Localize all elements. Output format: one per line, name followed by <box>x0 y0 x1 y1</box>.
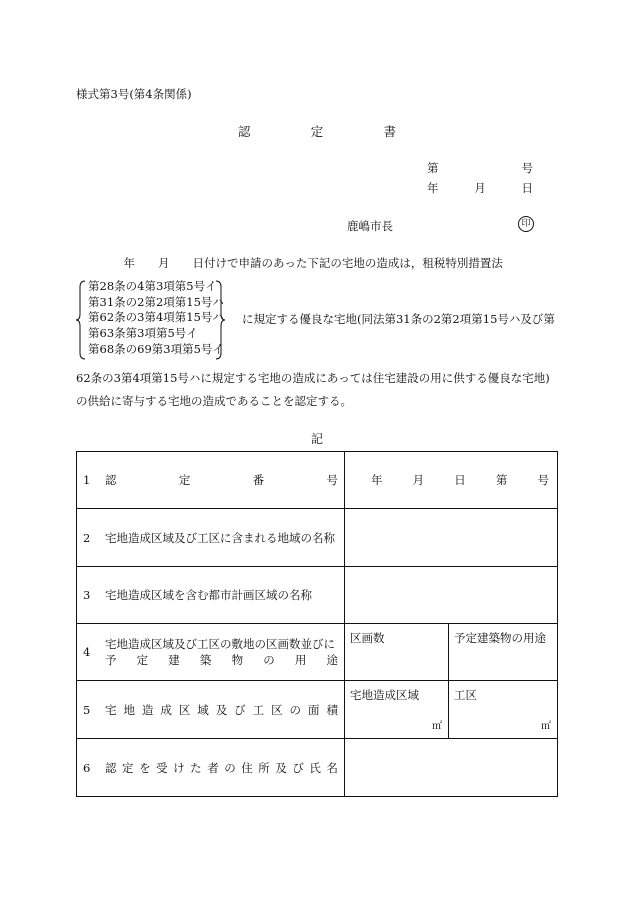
intro-text: 年 月 日付けで申請のあった下記の宅地の造成は，租税特別措置法 <box>112 256 503 270</box>
row-label-line2 <box>105 652 338 668</box>
article-item: 第31条の2第2項第15号ハ <box>88 294 224 309</box>
row-number: 3 <box>83 588 91 602</box>
table-row <box>77 509 558 567</box>
document-number-line <box>427 160 533 176</box>
label-char: 途 <box>326 653 338 667</box>
planned-use-cell[interactable] <box>449 624 558 681</box>
value-char: 月 <box>412 473 425 487</box>
number-suffix: 号 <box>521 161 533 175</box>
body-text-line: の供給に寄与する宅地の造成であることを認定する。 <box>76 394 352 408</box>
area-name-cell[interactable] <box>345 509 558 567</box>
label-char: 建 <box>168 653 180 667</box>
row-number: 6 <box>83 760 91 775</box>
label-char: 予 <box>105 653 117 667</box>
label-char: 定 <box>122 760 134 775</box>
label-char: 番 <box>252 473 265 487</box>
articles-tail-text: に規定する優良な宅地(同法第31条の2第2項第15号ハ及び第 <box>242 312 555 326</box>
label-char: 名 <box>326 760 338 775</box>
date-month: 月 <box>474 181 486 195</box>
work-zone-area-cell[interactable] <box>449 681 558 739</box>
body-text-line: 62条の3第4項第15号ハに規定する宅地の造成にあっては住宅建設の用に供する優良な宅地) <box>76 371 550 385</box>
row-label-cell <box>77 509 345 567</box>
label-char: 物 <box>231 653 244 667</box>
label-char: 号 <box>326 473 338 487</box>
row-number: 4 <box>83 645 91 659</box>
article-item: 第63条第3項第5号イ <box>88 326 198 341</box>
development-area-label: 宅地造成区域 <box>350 688 419 702</box>
unit-label: ㎡ <box>541 721 551 732</box>
label-char: の <box>263 653 275 667</box>
row-label-cell <box>77 452 345 509</box>
label-char: 及 <box>275 760 287 775</box>
label-char: 地 <box>123 702 135 717</box>
label-char: の <box>224 760 236 775</box>
label-char: 認 <box>105 760 117 775</box>
label-char: 氏 <box>309 760 321 775</box>
row-number: 1 <box>83 473 91 487</box>
label-char: 区 <box>271 702 283 717</box>
title-char: 認 <box>238 124 251 139</box>
label-char: 面 <box>307 702 320 717</box>
label-char: 及 <box>215 702 228 717</box>
row-number: 2 <box>83 530 91 545</box>
label-char: 住 <box>241 760 253 775</box>
row-label-cell <box>77 624 345 681</box>
seal-mark: 印 <box>518 216 534 232</box>
value-char: 年 <box>371 473 383 487</box>
row-label: 宅地造成区域及び工区に含まれる地域の名称 <box>105 530 335 545</box>
label-char: 造 <box>141 702 154 717</box>
label-char: 受 <box>156 760 168 775</box>
label-char: 工 <box>252 702 265 717</box>
certification-table <box>76 451 558 797</box>
value-char: 日 <box>454 473 466 487</box>
issuer-name: 鹿嶋市長 <box>347 219 393 233</box>
label-char: け <box>173 760 185 775</box>
label-char: び <box>292 760 304 775</box>
table-row <box>77 624 558 681</box>
label-char: 所 <box>258 760 270 775</box>
article-list <box>88 279 224 357</box>
label-char: 定 <box>136 653 149 667</box>
row-number: 5 <box>83 702 91 717</box>
label-char: 者 <box>207 760 219 775</box>
value-char: 第 <box>495 473 508 487</box>
applicant-cell[interactable] <box>345 739 558 797</box>
date-year: 年 <box>427 181 439 195</box>
label-char: の <box>289 702 302 717</box>
development-area-cell[interactable] <box>345 681 449 739</box>
label-char: 定 <box>178 473 191 487</box>
row-label-cell <box>77 567 345 624</box>
unit-label: ㎡ <box>432 721 442 732</box>
planned-use-label: 予定建築物の用途 <box>454 631 546 645</box>
ki-heading: 記 <box>311 432 324 446</box>
row-label <box>105 760 338 776</box>
value-char: 号 <box>537 473 549 487</box>
row-label-cell <box>77 681 345 739</box>
title-char: 書 <box>383 124 396 139</box>
document-title <box>238 122 396 140</box>
label-char: 積 <box>326 702 338 717</box>
date-day: 日 <box>521 181 533 195</box>
row-label <box>105 702 338 718</box>
article-item: 第28条の4第3項第5号イ <box>88 279 217 293</box>
form-label: 様式第3号(第4条関係) <box>76 87 192 101</box>
row-label: 宅地造成区域を含む都市計画区域の名称 <box>105 588 312 602</box>
table-row <box>77 567 558 624</box>
document-date-line <box>427 180 533 196</box>
label-char: 用 <box>294 653 307 667</box>
label-char: 宅 <box>105 702 117 717</box>
table-row <box>77 452 558 509</box>
row-label-cell <box>77 739 345 797</box>
planning-area-cell[interactable] <box>345 567 558 624</box>
lot-count-cell[interactable] <box>345 624 449 681</box>
label-char: 域 <box>197 702 209 717</box>
label-char: 認 <box>105 473 117 487</box>
label-char: 成 <box>160 702 172 717</box>
article-item: 第62条の3第4項第15号ハ <box>88 310 224 325</box>
lot-count-label: 区画数 <box>350 631 385 645</box>
label-char: た <box>190 760 202 775</box>
label-char: 区 <box>178 702 191 717</box>
row-label: 宅地造成区域及び工区の敷地の区画数並びに <box>105 637 335 651</box>
table-row <box>77 739 558 797</box>
label-char: び <box>234 702 246 717</box>
title-char: 定 <box>310 124 324 139</box>
article-item: 第68条の69第3項第5号イ <box>88 341 224 356</box>
certification-number-cell[interactable] <box>345 452 558 509</box>
label-char: 築 <box>199 653 212 667</box>
table-row <box>77 681 558 739</box>
label-char: を <box>139 760 151 775</box>
row-label <box>105 472 338 488</box>
work-zone-label: 工区 <box>454 688 477 702</box>
number-prefix: 第 <box>427 161 439 175</box>
